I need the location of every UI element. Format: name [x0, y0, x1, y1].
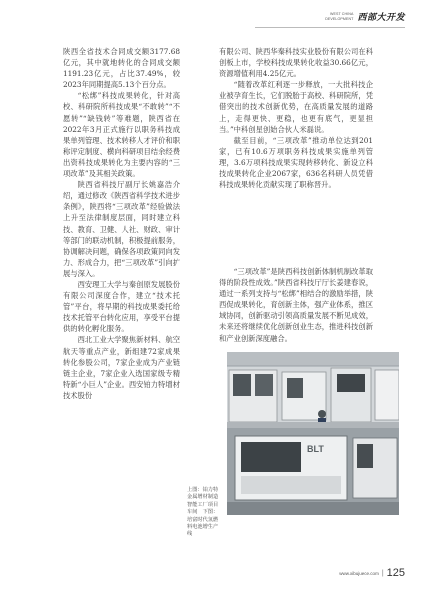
left-paragraph-1: 陕西全省技术合同成交额3177.68亿元，其中就地转化的合同成交额1191.23亿元，占比37.49%，较2023年同期提高5.13个百分点。: [63, 47, 180, 90]
footer-separator: |: [381, 569, 384, 577]
page-footer: [339, 567, 405, 579]
factory-photo: [227, 352, 399, 515]
photo-caption: 上图：铂力特金属增材制造智能工厂项目车间 下图：培富时代氢燃料电池增生产线: [187, 487, 219, 538]
header-english-title: [325, 12, 353, 20]
right-column-top: [219, 46, 373, 190]
right-paragraph-3: 截至目前，“三项改革”推动单位达到201家，已有10.6万项职务科技成果实施单列管理，3.6万项科技成果实现转移转化、新设立科技成果转化企业2067家，636名科研人员凭借科技成果转化贡献实现了职称晋升。: [219, 135, 373, 190]
header-en-line2: DEVELOPMENT: [325, 16, 354, 21]
header-en-line1: WEST CHINA: [329, 12, 354, 17]
magazine-header: [325, 10, 405, 23]
page-number: 125: [386, 567, 405, 579]
factory-illustration: [227, 352, 399, 515]
left-paragraph-2: “松绑”科技成果转化，针对高校、科研院所科技成果“不敢转”“不愿转”“缺钱转”等难题，陕西省在2022年3月正式施行以职务科技成果单列管理、技术转移人才评价和职称评定制度、横向科研项目结余经费出资科技成果转化为主要内容的“三项改革”及其相关政策。: [63, 91, 180, 179]
right-paragraph-1: 有限公司、陕西华秦科技实业股份有限公司在科创板上市，学校科技成果转化收益30.66亿元，资源增值利用4.25亿元。: [219, 47, 373, 79]
right-paragraph-2: “随着改革红利逐一步释放，一大批科技企业被孕育生长，它们脱胎于高校、科研院所，凭借突出的技术创新优势，在高质量发展的道路上，走得更快、更稳，也更有底气，更显担当。”中科创星创始合伙人米磊说。: [219, 80, 373, 134]
left-paragraph-3: 陕西省科技厅副厅长姚嘉浩介绍，通过修改《陕西省科学技术进步条例》，陕西将“三项改革”经验做法上升至法律制度层面，同时建立科技、教育、卫健、人社、财政、审计等部门的联动机制，积极提前服务，协调解决问题，确保各项政策同向发力、形成合力，把“三项改革”引向扩展与深入。: [63, 180, 180, 278]
magazine-logo: 西部大开发: [357, 13, 405, 23]
machine-brand-text: BLT: [307, 444, 324, 454]
right-paragraph-4: “三项改革”是陕西科技创新体制机制改革取得的阶段性成效。”陕西省科技厅厅长姜建春说，通过一系列支持与“松绑”相结合的激励举措，陕西促成果转化，育创新主体，强产业体系，推区域协同，创新驱动引领高质量发展不断见成效，未来还将继续优化创新创业生态，推进科技创新和产业创新深度融合。: [219, 267, 373, 343]
left-paragraph-5: 西北工业大学聚焦新材料、航空航天等重点产业，新组建72家成果转化参股公司，7家企业成为产业链链主企业，7家企业入选国家级专精特新“小巨人”企业。西安铂力特增材技术股份: [63, 335, 180, 400]
footer-url: www.xibujuece.com: [339, 570, 379, 576]
right-column-middle: [219, 266, 373, 344]
left-column: [63, 46, 180, 401]
header-divider: [255, 27, 405, 28]
left-paragraph-4: 西安理工大学与秦创原发展股份有限公司深度合作，建立“技术托管”平台，将早期的科技成果委托给技术托管平台转化应用，享受平台提供的转化孵化服务。: [63, 279, 180, 334]
